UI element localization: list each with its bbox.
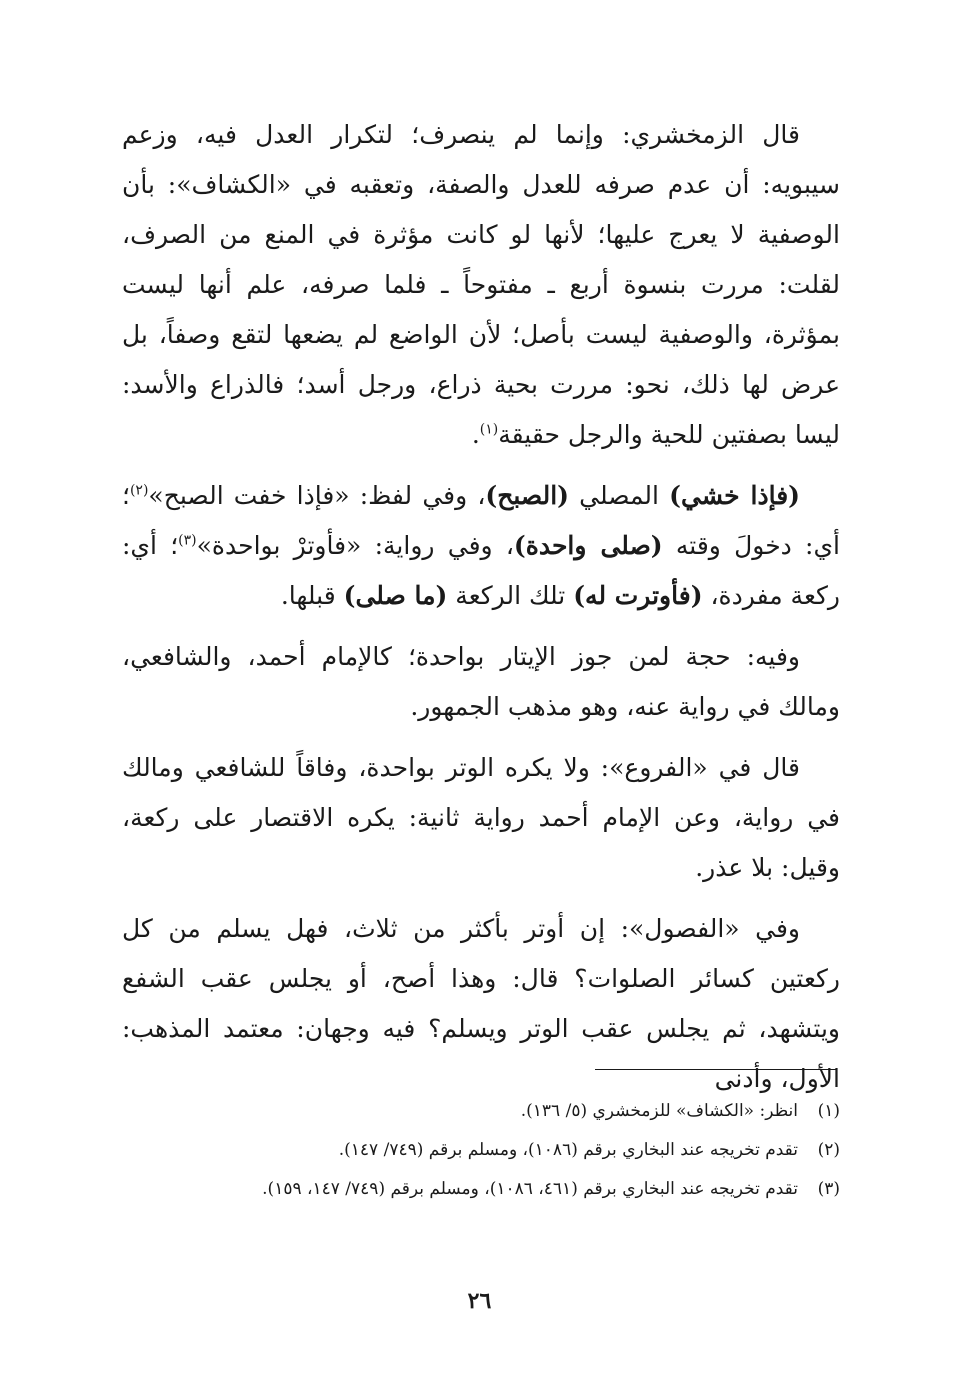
footnote-item	[122, 1095, 840, 1128]
paragraph-text: ، وفي رواية: «فأوترْ بواحدة»	[196, 531, 514, 560]
main-text	[122, 110, 840, 1115]
footnote-item	[122, 1134, 840, 1167]
paragraph-text: ؛ أي: ركعة مفردة،	[122, 531, 840, 610]
quoted-hadith-term: (فأوترت له)	[573, 581, 703, 610]
paragraph-text: تلك الركعة	[447, 581, 574, 610]
footnote-text: تقدم تخريجه عند البخاري برقم (١٠٨٦)، ومسلم برقم (٧٤٩/ ١٤٧).	[338, 1140, 798, 1160]
footnote-text: انظر: «الكشاف» للزمخشري (٥/ ١٣٦).	[520, 1101, 798, 1121]
quoted-hadith-term: (صلى واحدة)	[513, 531, 663, 560]
footnote-number: (٢)	[817, 1140, 840, 1160]
footnote-number: (١)	[817, 1101, 840, 1121]
quoted-hadith-term: (الصبح)	[485, 481, 570, 510]
paragraph-zamakhshari	[122, 110, 840, 460]
quoted-hadith-term: (فإذا خشي)	[669, 481, 800, 510]
footnote-number: (٣)	[817, 1179, 840, 1199]
paragraph-tail: .	[471, 420, 480, 449]
page-number: ٢٦	[467, 1288, 492, 1314]
paragraph-furu: قال في «الفروع»: ولا يكره الوتر بواحدة، وفاقاً للشافعي ومالك في رواية، وعن الإمام أحمد رواية ثانية: يكره الاقتصار على ركعة، وقيل: بلا عذر.	[122, 753, 840, 882]
footnote-reference[interactable]: (٢)	[129, 482, 149, 499]
footnote-reference[interactable]: (١)	[479, 421, 499, 438]
paragraph-text: قال الزمخشري: وإنما لم ينصرف؛ لتكرار العدل فيه، وزعم سيبويه: أن عدم صرفه للعدل والصفة، وتعقبه في «الكشاف»: بأن الوصفية لا يعرج عليها؛ لأنها لو كانت مؤثرة في المنع من الصرف، لقلت: مررت بنسوة أربع ـ مفتوحاً ـ فلما صرفه، علم أنها ليست بمؤثرة، والوصفية ليست بأصل؛ لأن الواضع لم يضعها لتقع وصفاً، بل عرض لها ذلك، نحو: مررت بحية ذراع، ورجل أسد؛ فالذراع والأسد: ليسا بصفتين للحية والرجل حقيقة	[122, 120, 840, 449]
footnote-text: تقدم تخريجه عند البخاري برقم (٤٦١، ١٠٨٦)، ومسلم برقم (٧٤٩/ ١٤٧، ١٥٩).	[262, 1179, 798, 1199]
footnote-reference[interactable]: (٣)	[178, 532, 197, 549]
footnote-divider	[595, 1069, 837, 1070]
paragraph-hadith-explanation	[122, 471, 840, 621]
paragraph-text: ؛ أي: دخولَ وقته	[122, 481, 840, 560]
footnote-item	[122, 1173, 840, 1206]
paragraph-text: قبلها.	[280, 581, 344, 610]
paragraph-text: المصلي	[569, 481, 670, 510]
paragraph-fusul: وفي «الفصول»: إن أوتر بأكثر من ثلاث، فهل يسلم من كل ركعتين كسائر الصلوات؟ قال: وهذا أصح، أو يجلس عقب الشفع ويتشهد، ثم يجلس عقب الوتر ويسلم؟ فيه وجهان: معتمد المذهب: الأول، وأدنى	[122, 914, 840, 1093]
footnotes	[122, 1095, 840, 1212]
quoted-hadith-term: (ما صلى)	[343, 581, 448, 610]
paragraph-text: ، وفي لفظ: «فإذا خفت الصبح»	[148, 481, 486, 510]
paragraph-evidence: وفيه: حجة لمن جوز الإيتار بواحدة؛ كالإمام أحمد، والشافعي، ومالك في رواية عنه، وهو مذهب الجمهور.	[122, 642, 840, 721]
